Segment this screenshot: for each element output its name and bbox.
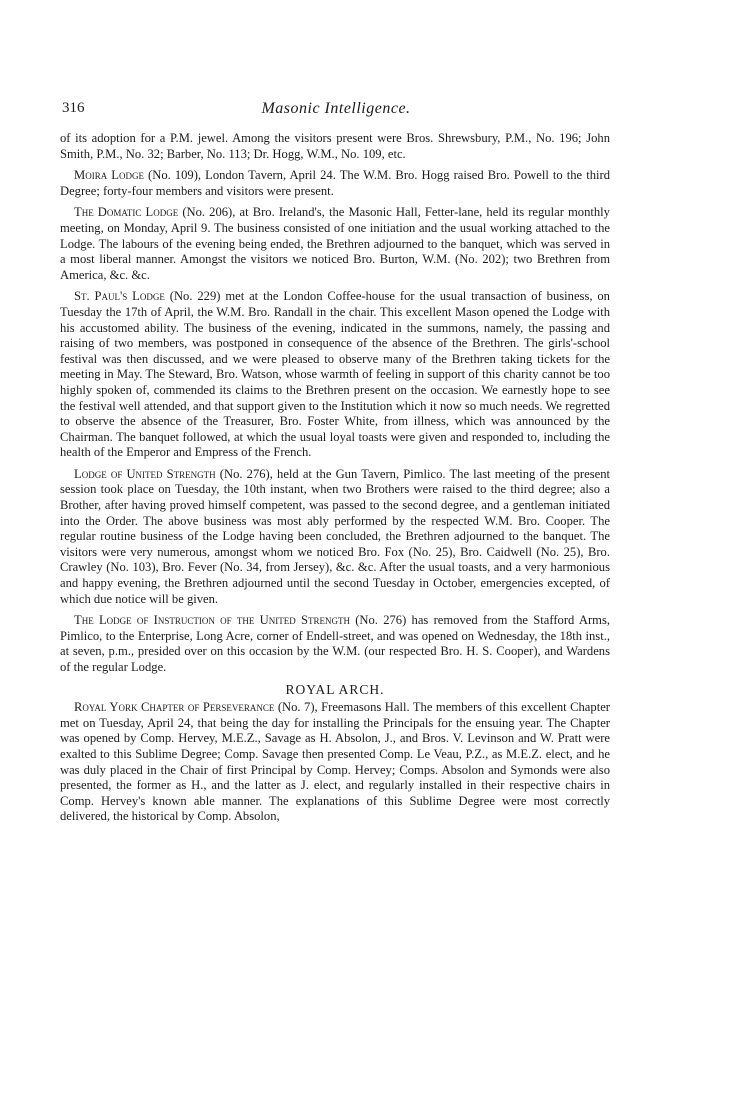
paragraph-lead: Lodge of United Strength xyxy=(74,466,216,481)
paragraph-text: (No. 109), London Tavern, April 24. The W.M. Bro. Hogg raised Bro. Powell to the third Degree; forty-four members and visitors were present. xyxy=(60,168,610,198)
paragraph-text: (No. 276) has removed from the Stafford Arms, Pimlico, to the Enterprise, Long Acre, corner of Endell-street, and was opened on Wednesday, the 18th inst., at seven, p.m., presided over on this occasion by the W.M. (our respected Bro. H. S. Cooper), and Wardens of the regular Lodge. xyxy=(60,613,611,674)
page-header xyxy=(62,100,610,120)
running-title: Masonic Intelligence. xyxy=(261,100,411,117)
paragraph-st-pauls-lodge xyxy=(60,289,610,461)
page-number: 316 xyxy=(62,100,85,116)
section-heading-royal-arch: ROYAL ARCH. xyxy=(285,681,385,697)
paragraph-domatic-lodge xyxy=(60,205,610,283)
paragraph-text: (No. 7), Freemasons Hall. The members of this excellent Chapter met on Tuesday, April 24, that being the day for installing the Principals for the ensuing year. The Chapter was opened by Comp. Hervey, M.E.Z., Savage as H. Absolon, J., and Bros. V. Levinson and W. Pratt were exalted to this Sublime Degree; Comp. Savage then presented Comp. Le Veau, P.Z., as M.E.Z. elect, and he was duly placed in the Chair of first Principal by Comp. Hervey; Comps. Absolon and Symonds were also presented, the former as H., and the latter as J. elect, and regularly installed in their respective chairs in Comp. Hervey's known able manner. The explanations of this Sublime Degree were most correctly delivered, the historical by Comp. Absolon, xyxy=(60,700,610,824)
paragraph-text: (No. 206), at Bro. Ireland's, the Masonic Hall, Fetter-lane, held its regular monthly meeting, on Monday, April 9. The business consisted of one initiation and the usual working attached to the Lodge. The labours of the evening being ended, the Brethren adjourned to the banquet, which was served in a most liberal manner. Amongst the visitors we noticed Bro. Burton, W.M. (No. 202); two Brethren from America, &c. &c. xyxy=(60,205,610,282)
paragraph-continuation xyxy=(60,131,610,162)
paragraph-text: (No. 229) met at the London Coffee-house for the usual transaction of business, on Tuesday the 17th of April, the W.M. Bro. Randall in the chair. This excellent Mason opened the Lodge with his accustomed ability. The business of the evening, indicated in the summons, namely, the passing and raising of two members, was postponed in consequence of the absence of the Brethren. The girls'-school festival was then discussed, and we were pleased to observe many of the Brethren taking tickets for the meeting in May. The Steward, Bro. Watson, whose warmth of feeling in support of this charity cannot be too highly spoken of, commended its claims to the Brethren present on the occasion. We earnestly hope to see the festival well attended, and that support given to the Institution which it now so much needs. We regretted to observe the absence of the Treasurer, Bro. Foster White, from illness, which was announced by the Chairman. The banquet followed, at which the usual loyal toasts were given and responded to, including the health of the Emperor and Empress of the French. xyxy=(60,289,610,460)
article-body xyxy=(60,131,610,831)
paragraph-lead: The Lodge of Instruction of the United Strength xyxy=(74,613,350,628)
paragraph-lead: The Domatic Lodge xyxy=(74,205,179,220)
paragraph-lead: Moira Lodge xyxy=(74,168,144,183)
paragraph-royal-york-chapter xyxy=(60,700,610,825)
paragraph-text: of its adoption for a P.M. jewel. Among the visitors present were Bros. Shrewsbury, P.M., No. 196; John Smith, P.M., No. 32; Barber, No. 113; Dr. Hogg, W.M., No. 109, etc. xyxy=(60,131,610,161)
paragraph-lodge-of-instruction xyxy=(60,613,610,675)
paragraph-moira-lodge xyxy=(60,168,610,199)
paragraph-lead: Royal York Chapter of Perseverance xyxy=(74,700,275,715)
paragraph-text: (No. 276), held at the Gun Tavern, Pimlico. The last meeting of the present session took place on Tuesday, the 10th instant, when two Brothers were raised to the third degree; also a Brother, after having proved himself competent, was passed to the second degree, and a gentleman initiated into the Order. The above business was most ably performed by the respected W.M. Bro. Cooper. The regular routine business of the Lodge having been concluded, the Brethren adjourned to the banquet. The visitors were very numerous, amongst whom we noticed Bro. Fox (No. 25), Bro. Caidwell (No. 25), Bro. Crawley (No. 103), Bro. Fever (No. 34, from Jersey), &c. &c. After the usual toasts, and a very harmonious and happy evening, the Brethren adjourned until the second Tuesday in October, emergencies excepted, of which due notice will be given. xyxy=(60,466,610,606)
paragraph-united-strength xyxy=(60,467,610,607)
paragraph-lead: St. Paul's Lodge xyxy=(74,289,165,304)
